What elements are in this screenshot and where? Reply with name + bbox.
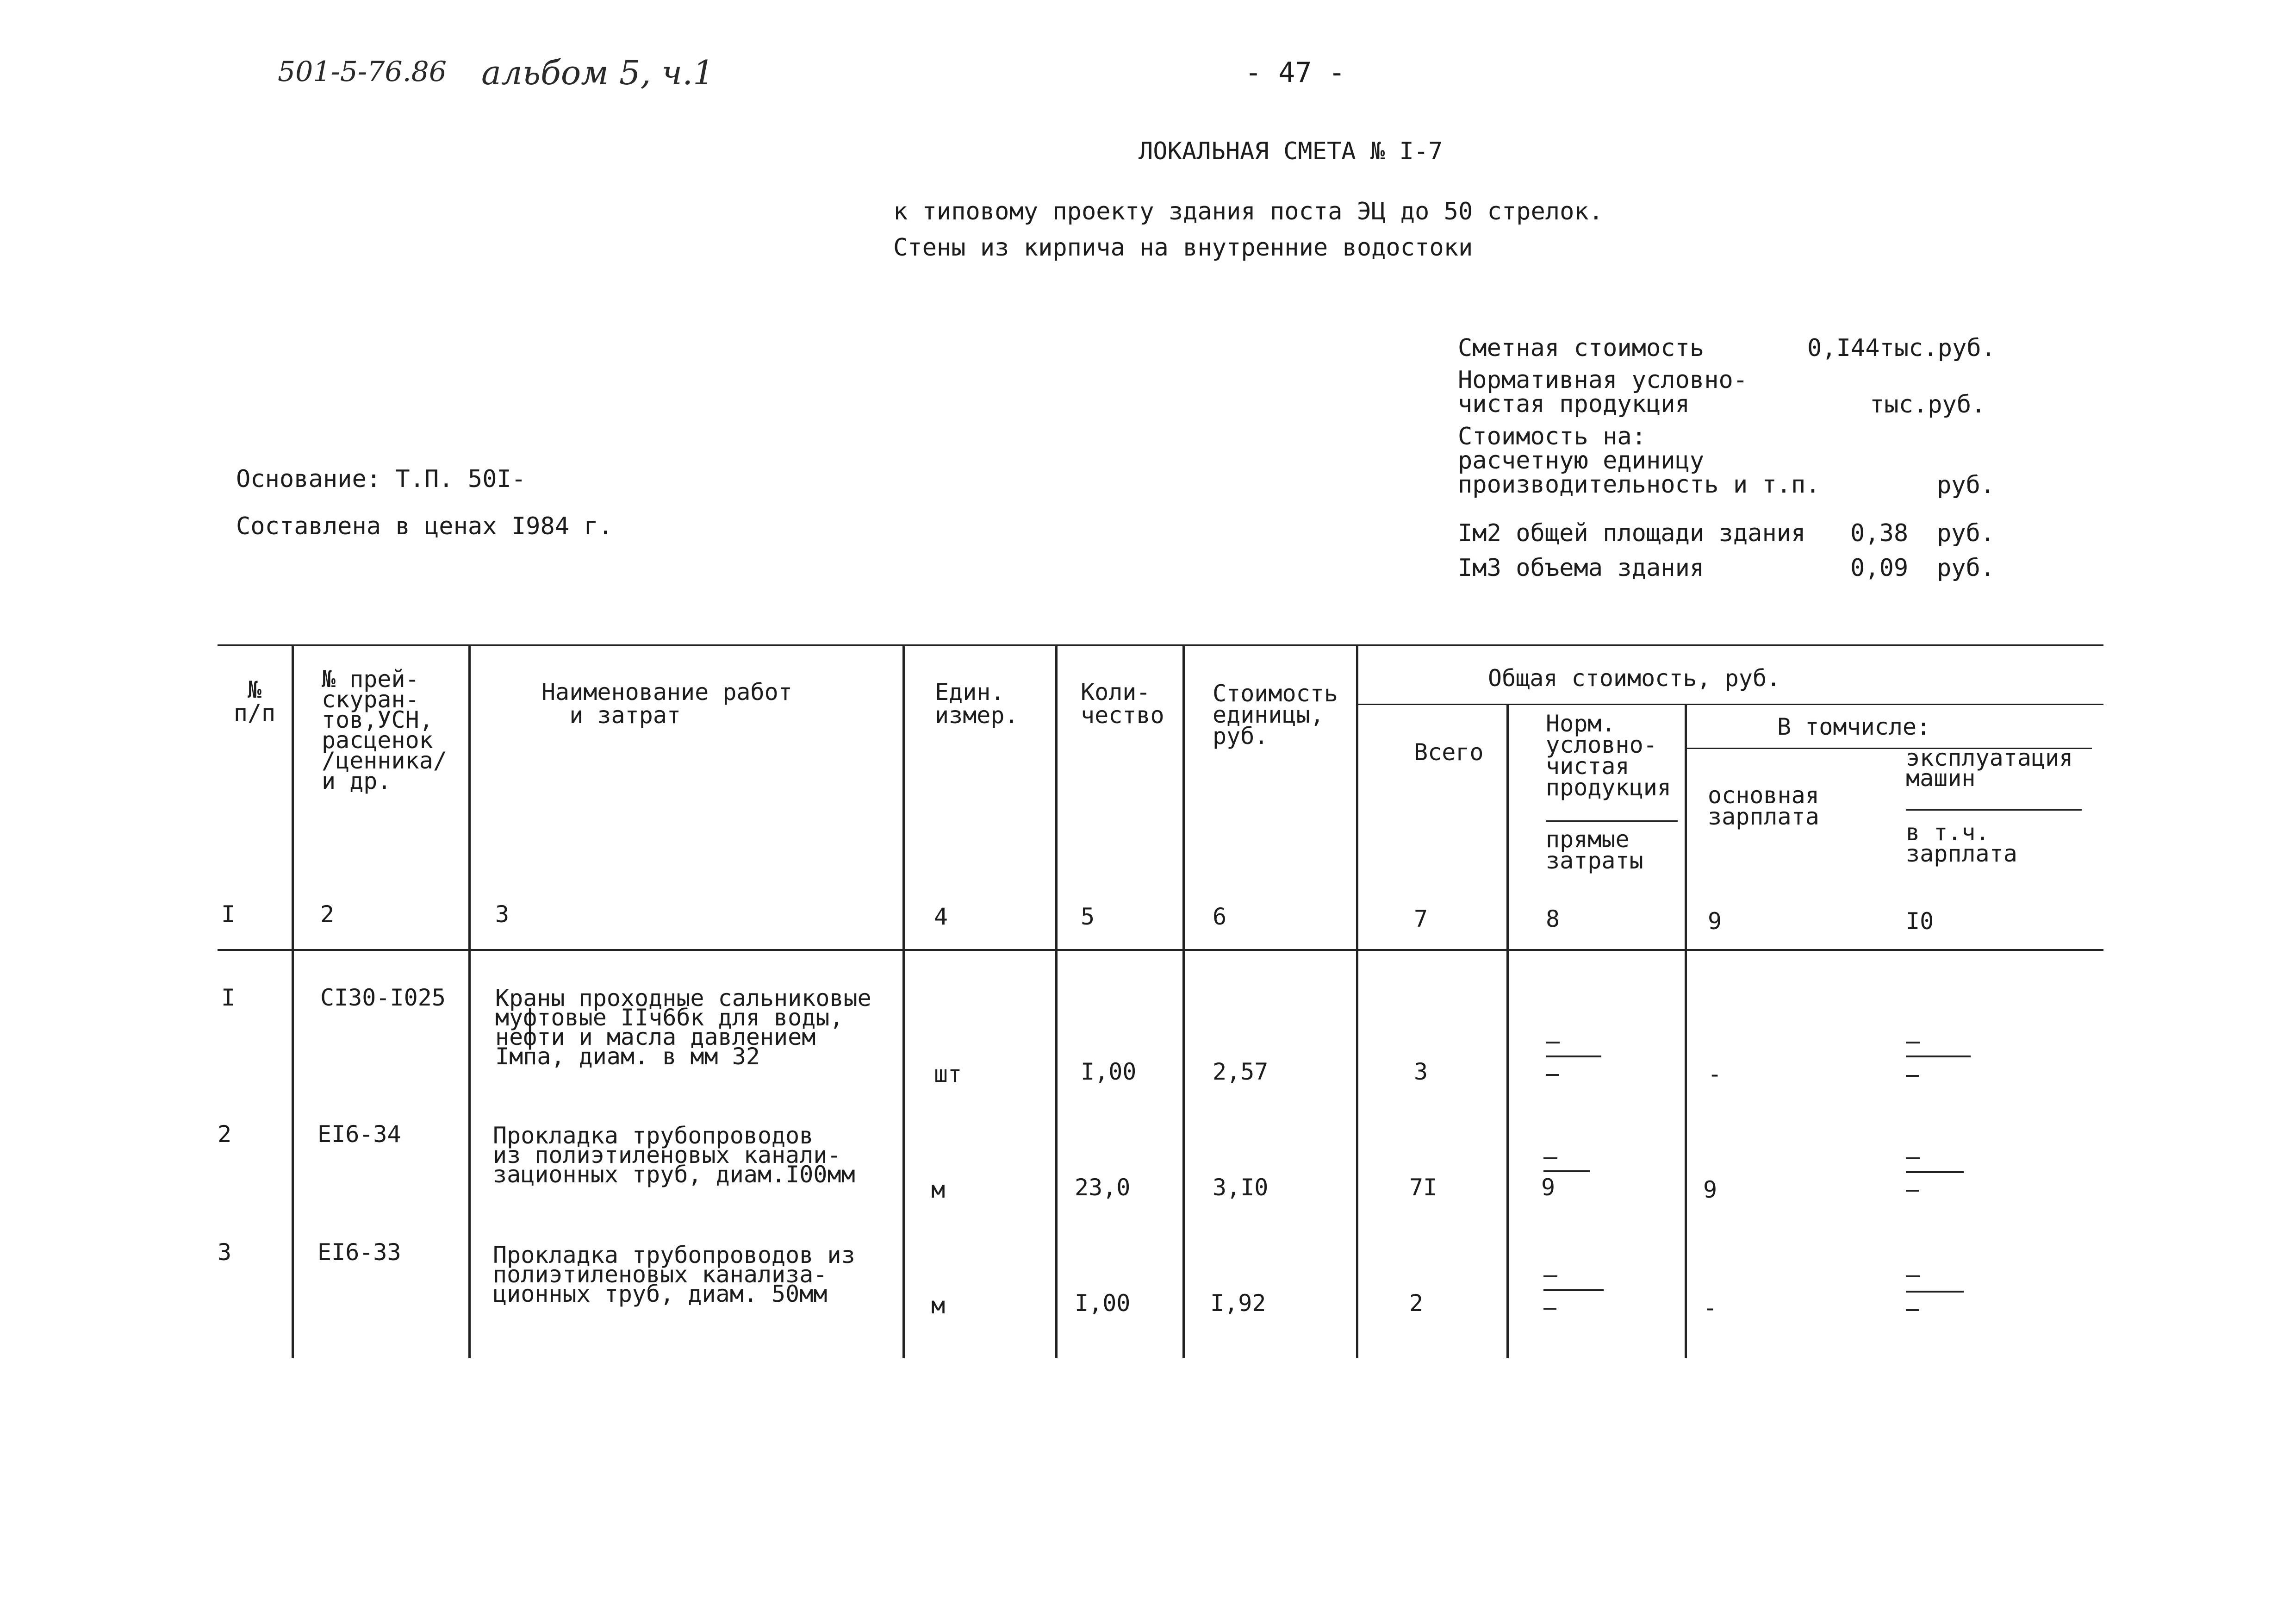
row-total: 3 — [1414, 1058, 1428, 1085]
colnum-9: 9 — [1708, 908, 1722, 935]
row-number: 2 — [218, 1121, 232, 1148]
header-including-group: В томчисле: — [1777, 713, 1931, 740]
row-unit-cost: 3,I0 — [1213, 1174, 1269, 1201]
header-base-salary: основная зарплата — [1708, 782, 1819, 830]
row-quantity: I,00 — [1075, 1290, 1131, 1317]
header-work-name: Наименование работ и затрат — [541, 679, 792, 729]
row-base-salary: - — [1708, 1061, 1722, 1087]
c10-inner-rule — [1906, 809, 2082, 811]
row-unit: шт — [934, 1061, 962, 1087]
subtitle-line-2: Стены из кирпича на внутренние водостоки — [893, 234, 1473, 262]
header-machine-salary: в т.ч. зарплата — [1906, 819, 2017, 867]
header-quantity: Коли- чество — [1081, 679, 1164, 729]
normative-production-label: Нормативная условно- чистая продукция — [1458, 366, 1748, 418]
row-work-name: Прокладка трубопроводов из полиэтиленовых канализа- ционных труб, диам. 50мм — [493, 1242, 855, 1307]
col-divider-8 — [1685, 704, 1687, 1358]
subtitle-line-1: к типовому проекту здания поста ЭЦ до 50 стрелок. — [893, 198, 1604, 225]
colnum-5: 5 — [1081, 903, 1095, 930]
row-unit-cost: 2,57 — [1213, 1058, 1269, 1085]
colnum-3: 3 — [495, 901, 510, 928]
row-total: 2 — [1409, 1290, 1424, 1317]
header-bottom-border — [218, 949, 2103, 951]
row-quantity: I,00 — [1081, 1058, 1137, 1085]
volume-cost-unit: руб. — [1937, 554, 1995, 582]
area-cost-label: Iм2 общей площади здания — [1458, 519, 1806, 547]
page-number: - 47 - — [1245, 56, 1345, 89]
header-direct-costs: прямые затраты — [1546, 826, 1643, 874]
handwritten-album-note: альбом 5, ч.1 — [481, 53, 714, 92]
total-group-underline — [1356, 704, 2103, 705]
header-unit: Един. измер. — [935, 679, 1019, 729]
handwritten-project-code: 501-5-76.86 — [278, 56, 447, 88]
volume-cost-label: Iм3 объема здания — [1458, 554, 1705, 582]
colnum-10: I0 — [1906, 908, 1934, 935]
row-base-salary: 9 — [1703, 1176, 1717, 1203]
row-unit-cost: I,92 — [1210, 1290, 1266, 1317]
prices-year-text: Составлена в ценах I984 г. — [236, 512, 613, 540]
row-base-salary: - — [1703, 1294, 1717, 1321]
estimated-cost-value: 0,I44тыс.руб. — [1807, 334, 1996, 362]
header-row-number: № п/п — [233, 676, 276, 726]
col-divider-1 — [292, 644, 294, 1358]
col-divider-2 — [468, 644, 471, 1358]
colnum-7: 7 — [1414, 906, 1428, 932]
header-total: Всего — [1414, 739, 1484, 766]
basis-text: Основание: Т.П. 50I- — [236, 465, 526, 493]
colnum-6: 6 — [1213, 903, 1227, 930]
col-divider-5 — [1182, 644, 1185, 1358]
col-divider-6 — [1356, 644, 1358, 1358]
area-cost-unit: руб. — [1937, 519, 1995, 547]
colnum-8: 8 — [1546, 906, 1560, 932]
row-unit: м — [931, 1176, 946, 1203]
row-unit: м — [931, 1292, 946, 1319]
row-number: I — [221, 984, 236, 1011]
estimated-cost-label: Сметная стоимость — [1458, 334, 1705, 362]
table-top-border — [218, 644, 2103, 646]
page-title: ЛОКАЛЬНАЯ СМЕТА № I-7 — [1139, 137, 1443, 165]
header-total-cost-group: Общая стоимость, руб. — [1488, 665, 1781, 692]
row-normative: 9 — [1541, 1174, 1556, 1201]
colnum-1: I — [221, 901, 236, 928]
header-price-list: № прей- скуран- тов,УСН, расценок /ценника/ и др. — [322, 666, 447, 794]
area-cost-value: 0,38 — [1850, 519, 1909, 547]
col-divider-3 — [902, 644, 905, 1358]
row-code: EI6-34 — [317, 1121, 401, 1148]
unit-cost-unit: руб. — [1937, 471, 1995, 499]
header-machine-operation: эксплуатация машин — [1906, 744, 2073, 792]
row-total: 7I — [1409, 1174, 1437, 1201]
col-divider-4 — [1055, 644, 1058, 1358]
colnum-4: 4 — [934, 903, 948, 930]
colnum-2: 2 — [320, 901, 335, 928]
unit-cost-label: Стоимость на: расчетную единицу производительность и т.п. — [1458, 423, 1820, 499]
header-normative-production: Норм. условно- чистая продукция — [1546, 710, 1671, 801]
col-divider-7 — [1506, 704, 1509, 1358]
row-quantity: 23,0 — [1075, 1174, 1131, 1201]
c8-inner-rule — [1546, 820, 1678, 822]
row-work-name: Прокладка трубопроводов из полиэтиленовых канали- зационных труб, диам.I00мм — [493, 1122, 855, 1188]
row-code: CI30-I025 — [320, 984, 446, 1011]
row-number: 3 — [218, 1239, 232, 1266]
normative-production-unit: тыс.руб. — [1870, 391, 1986, 418]
row-work-name: Краны проходные сальниковые муфтовые IIч6бк для воды, нефти и масла давлением Iмпа, диам. в мм 32 — [495, 985, 871, 1070]
volume-cost-value: 0,09 — [1850, 554, 1909, 582]
row-code: EI6-33 — [317, 1239, 401, 1266]
header-unit-cost: Стоимость единицы, руб. — [1213, 680, 1338, 750]
